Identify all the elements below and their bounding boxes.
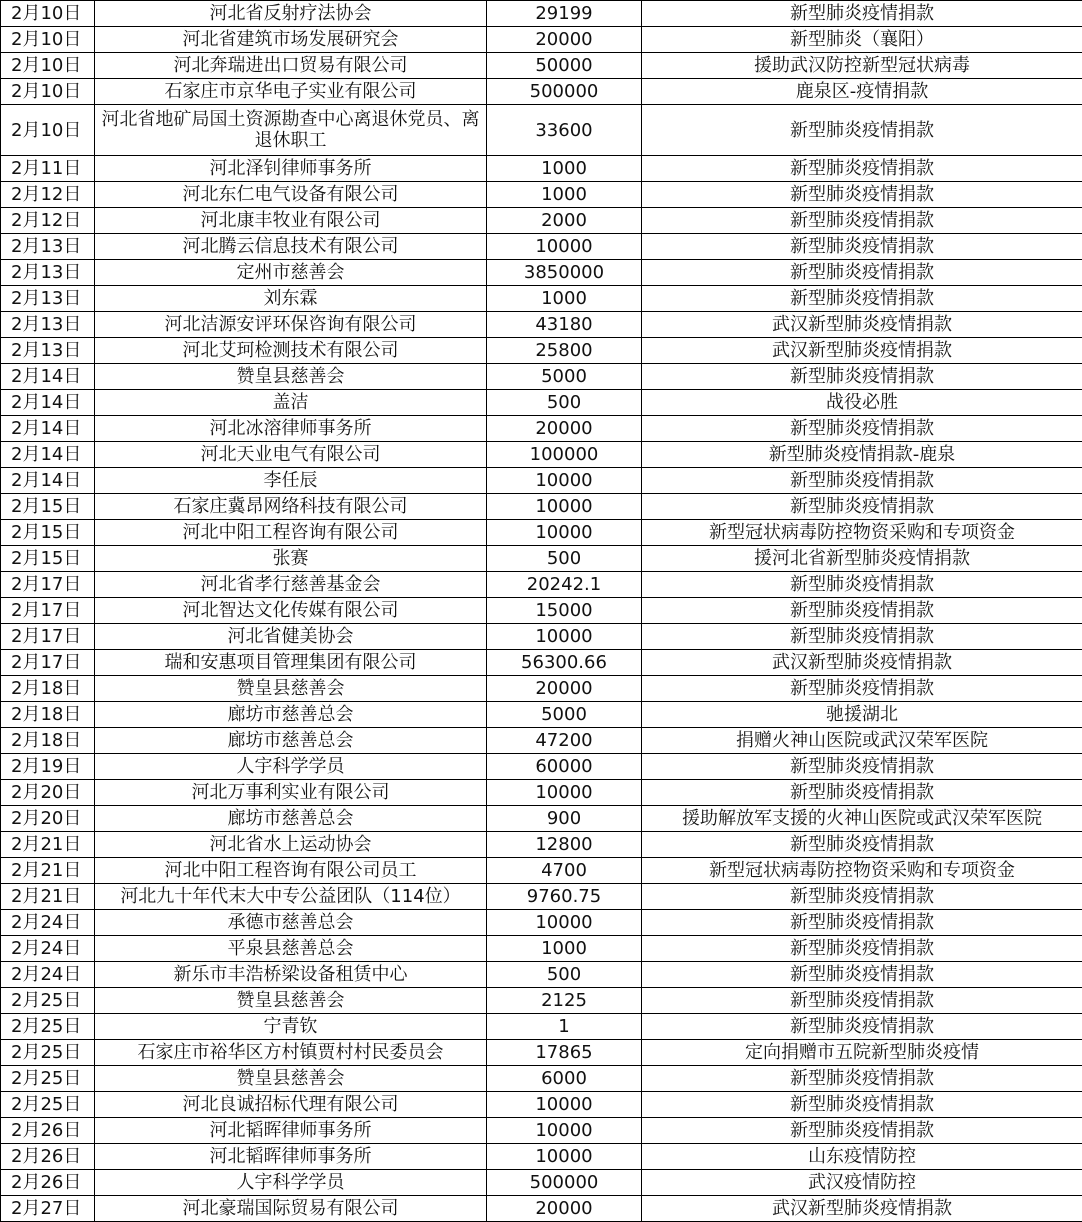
- donor-cell: 河北韬晖律师事务所: [95, 1118, 487, 1144]
- donor-cell: 河北韬晖律师事务所: [95, 1144, 487, 1170]
- donor-cell: 赞皇县慈善会: [95, 676, 487, 702]
- purpose-cell: 新型肺炎疫情捐款: [642, 1066, 1082, 1092]
- amount-cell: 500000: [487, 79, 642, 105]
- date-cell: 2月25日: [1, 1014, 95, 1040]
- purpose-cell: 新型肺炎疫情捐款: [642, 416, 1082, 442]
- date-cell: 2月13日: [1, 338, 95, 364]
- date-cell: 2月15日: [1, 520, 95, 546]
- table-row: [1, 1144, 1082, 1170]
- date-cell: 2月17日: [1, 624, 95, 650]
- amount-cell: 4700: [487, 858, 642, 884]
- amount-cell: 500: [487, 546, 642, 572]
- table-row: [1, 858, 1082, 884]
- purpose-cell: 新型肺炎疫情捐款: [642, 832, 1082, 858]
- amount-cell: 100000: [487, 442, 642, 468]
- donor-cell: 赞皇县慈善会: [95, 364, 487, 390]
- amount-cell: 3850000: [487, 260, 642, 286]
- amount-cell: 5000: [487, 364, 642, 390]
- table-row: [1, 494, 1082, 520]
- table-row: [1, 780, 1082, 806]
- date-cell: 2月12日: [1, 208, 95, 234]
- table-row: [1, 416, 1082, 442]
- donor-cell: 河北豪瑞国际贸易有限公司: [95, 1196, 487, 1222]
- date-cell: 2月10日: [1, 53, 95, 79]
- date-cell: 2月15日: [1, 494, 95, 520]
- donor-cell: 赞皇县慈善会: [95, 988, 487, 1014]
- amount-cell: 10000: [487, 1092, 642, 1118]
- purpose-cell: 新型肺炎疫情捐款: [642, 624, 1082, 650]
- table-row: [1, 884, 1082, 910]
- table-row: [1, 79, 1082, 105]
- amount-cell: 500: [487, 390, 642, 416]
- amount-cell: 10000: [487, 624, 642, 650]
- date-cell: 2月18日: [1, 702, 95, 728]
- amount-cell: 20000: [487, 27, 642, 53]
- purpose-cell: 战役必胜: [642, 390, 1082, 416]
- date-cell: 2月17日: [1, 650, 95, 676]
- purpose-cell: 新型肺炎疫情捐款: [642, 494, 1082, 520]
- date-cell: 2月26日: [1, 1144, 95, 1170]
- amount-cell: 25800: [487, 338, 642, 364]
- amount-cell: 43180: [487, 312, 642, 338]
- donor-cell: 河北省建筑市场发展研究会: [95, 27, 487, 53]
- amount-cell: 1: [487, 1014, 642, 1040]
- donor-cell: 瑞和安惠项目管理集团有限公司: [95, 650, 487, 676]
- purpose-cell: 新型肺炎疫情捐款: [642, 754, 1082, 780]
- purpose-cell: 武汉新型肺炎疫情捐款: [642, 650, 1082, 676]
- donor-cell: 石家庄市裕华区方村镇贾村村民委员会: [95, 1040, 487, 1066]
- purpose-cell: 武汉新型肺炎疫情捐款: [642, 312, 1082, 338]
- purpose-cell: 新型肺炎疫情捐款: [642, 468, 1082, 494]
- purpose-cell: 新型肺炎疫情捐款: [642, 364, 1082, 390]
- table-row: [1, 520, 1082, 546]
- date-cell: 2月25日: [1, 1092, 95, 1118]
- purpose-cell: 新型肺炎（襄阳）: [642, 27, 1082, 53]
- purpose-cell: 新型肺炎疫情捐款: [642, 260, 1082, 286]
- table-row: [1, 572, 1082, 598]
- table-row: [1, 27, 1082, 53]
- table-row: [1, 286, 1082, 312]
- table-row: [1, 1196, 1082, 1222]
- table-row: [1, 988, 1082, 1014]
- date-cell: 2月27日: [1, 1196, 95, 1222]
- amount-cell: 33600: [487, 105, 642, 156]
- table-row: [1, 156, 1082, 182]
- purpose-cell: 新型肺炎疫情捐款: [642, 182, 1082, 208]
- purpose-cell: 武汉疫情防控: [642, 1170, 1082, 1196]
- purpose-cell: 新型肺炎疫情捐款: [642, 286, 1082, 312]
- table-row: [1, 1014, 1082, 1040]
- amount-cell: 56300.66: [487, 650, 642, 676]
- donor-cell: 河北艾珂检测技术有限公司: [95, 338, 487, 364]
- purpose-cell: 武汉新型肺炎疫情捐款: [642, 1196, 1082, 1222]
- donor-cell: 河北九十年代末大中专公益团队（114位）: [95, 884, 487, 910]
- donor-cell: 河北奔瑞进出口贸易有限公司: [95, 53, 487, 79]
- purpose-cell: 新型肺炎疫情捐款: [642, 780, 1082, 806]
- date-cell: 2月13日: [1, 312, 95, 338]
- purpose-cell: 援助武汉防控新型冠状病毒: [642, 53, 1082, 79]
- purpose-cell: 定向捐赠市五院新型肺炎疫情: [642, 1040, 1082, 1066]
- amount-cell: 47200: [487, 728, 642, 754]
- purpose-cell: 新型肺炎疫情捐款: [642, 208, 1082, 234]
- donor-cell: 河北省水上运动协会: [95, 832, 487, 858]
- table-row: [1, 546, 1082, 572]
- table-row: [1, 1, 1082, 27]
- purpose-cell: 新型冠状病毒防控物资采购和专项资金: [642, 520, 1082, 546]
- date-cell: 2月20日: [1, 806, 95, 832]
- amount-cell: 10000: [487, 520, 642, 546]
- donor-cell: 河北省孝行慈善基金会: [95, 572, 487, 598]
- table-row: [1, 754, 1082, 780]
- table-row: [1, 910, 1082, 936]
- date-cell: 2月15日: [1, 546, 95, 572]
- donor-cell: 宁青钦: [95, 1014, 487, 1040]
- date-cell: 2月10日: [1, 79, 95, 105]
- date-cell: 2月25日: [1, 988, 95, 1014]
- donor-cell: 人宇科学学员: [95, 754, 487, 780]
- table-row: [1, 208, 1082, 234]
- amount-cell: 20000: [487, 676, 642, 702]
- purpose-cell: 新型肺炎疫情捐款: [642, 988, 1082, 1014]
- amount-cell: 10000: [487, 780, 642, 806]
- purpose-cell: 新型肺炎疫情捐款: [642, 936, 1082, 962]
- date-cell: 2月14日: [1, 416, 95, 442]
- table-row: [1, 1040, 1082, 1066]
- table-row: [1, 962, 1082, 988]
- date-cell: 2月14日: [1, 468, 95, 494]
- table-row: [1, 364, 1082, 390]
- date-cell: 2月10日: [1, 105, 95, 156]
- purpose-cell: 新型肺炎疫情捐款: [642, 234, 1082, 260]
- purpose-cell: 新型肺炎疫情捐款: [642, 962, 1082, 988]
- table-row: [1, 1066, 1082, 1092]
- purpose-cell: 新型肺炎疫情捐款: [642, 1118, 1082, 1144]
- donor-cell: 河北省反射疗法协会: [95, 1, 487, 27]
- donor-cell: 河北中阳工程咨询有限公司: [95, 520, 487, 546]
- amount-cell: 60000: [487, 754, 642, 780]
- date-cell: 2月21日: [1, 832, 95, 858]
- amount-cell: 2000: [487, 208, 642, 234]
- amount-cell: 10000: [487, 468, 642, 494]
- amount-cell: 1000: [487, 936, 642, 962]
- purpose-cell: 武汉新型肺炎疫情捐款: [642, 338, 1082, 364]
- table-row: [1, 1118, 1082, 1144]
- donor-cell: 河北天业电气有限公司: [95, 442, 487, 468]
- table-row: [1, 312, 1082, 338]
- date-cell: 2月19日: [1, 754, 95, 780]
- date-cell: 2月21日: [1, 884, 95, 910]
- purpose-cell: 新型肺炎疫情捐款: [642, 598, 1082, 624]
- donor-cell: 河北万事利实业有限公司: [95, 780, 487, 806]
- purpose-cell: 新型肺炎疫情捐款: [642, 1, 1082, 27]
- donor-cell: 新乐市丰浩桥梁设备租赁中心: [95, 962, 487, 988]
- donor-cell: 廊坊市慈善总会: [95, 728, 487, 754]
- amount-cell: 2125: [487, 988, 642, 1014]
- donor-cell: 河北中阳工程咨询有限公司员工: [95, 858, 487, 884]
- amount-cell: 10000: [487, 1118, 642, 1144]
- donor-cell: 河北东仁电气设备有限公司: [95, 182, 487, 208]
- date-cell: 2月13日: [1, 286, 95, 312]
- donor-cell: 盖洁: [95, 390, 487, 416]
- purpose-cell: 新型肺炎疫情捐款: [642, 676, 1082, 702]
- donor-cell: 河北康丰牧业有限公司: [95, 208, 487, 234]
- date-cell: 2月17日: [1, 572, 95, 598]
- amount-cell: 20000: [487, 1196, 642, 1222]
- amount-cell: 12800: [487, 832, 642, 858]
- date-cell: 2月20日: [1, 780, 95, 806]
- amount-cell: 17865: [487, 1040, 642, 1066]
- table-row: [1, 728, 1082, 754]
- table-row: [1, 936, 1082, 962]
- donor-cell: 河北良诚招标代理有限公司: [95, 1092, 487, 1118]
- date-cell: 2月25日: [1, 1066, 95, 1092]
- donation-table-body: [1, 1, 1082, 1222]
- table-row: [1, 468, 1082, 494]
- table-row: [1, 676, 1082, 702]
- donor-cell: 刘东霖: [95, 286, 487, 312]
- donor-cell: 河北省健美协会: [95, 624, 487, 650]
- donor-cell: 河北智达文化传媒有限公司: [95, 598, 487, 624]
- amount-cell: 5000: [487, 702, 642, 728]
- date-cell: 2月26日: [1, 1170, 95, 1196]
- table-row: [1, 650, 1082, 676]
- amount-cell: 500: [487, 962, 642, 988]
- donor-cell: 河北冰溶律师事务所: [95, 416, 487, 442]
- date-cell: 2月11日: [1, 156, 95, 182]
- donor-cell: 承德市慈善总会: [95, 910, 487, 936]
- amount-cell: 10000: [487, 1144, 642, 1170]
- purpose-cell: 捐赠火神山医院或武汉荣军医院: [642, 728, 1082, 754]
- date-cell: 2月13日: [1, 234, 95, 260]
- amount-cell: 10000: [487, 910, 642, 936]
- donor-cell: 石家庄市京华电子实业有限公司: [95, 79, 487, 105]
- table-row: [1, 702, 1082, 728]
- date-cell: 2月17日: [1, 598, 95, 624]
- amount-cell: 1000: [487, 156, 642, 182]
- donor-cell: 人宇科学学员: [95, 1170, 487, 1196]
- amount-cell: 20242.1: [487, 572, 642, 598]
- donor-cell: 李任辰: [95, 468, 487, 494]
- purpose-cell: 鹿泉区-疫情捐款: [642, 79, 1082, 105]
- table-row: [1, 598, 1082, 624]
- date-cell: 2月12日: [1, 182, 95, 208]
- date-cell: 2月14日: [1, 364, 95, 390]
- amount-cell: 900: [487, 806, 642, 832]
- donor-cell: 廊坊市慈善总会: [95, 702, 487, 728]
- amount-cell: 500000: [487, 1170, 642, 1196]
- amount-cell: 1000: [487, 182, 642, 208]
- date-cell: 2月18日: [1, 728, 95, 754]
- date-cell: 2月10日: [1, 1, 95, 27]
- purpose-cell: 新型肺炎疫情捐款: [642, 156, 1082, 182]
- amount-cell: 15000: [487, 598, 642, 624]
- purpose-cell: 新型肺炎疫情捐款: [642, 572, 1082, 598]
- purpose-cell: 新型肺炎疫情捐款-鹿泉: [642, 442, 1082, 468]
- date-cell: 2月14日: [1, 390, 95, 416]
- date-cell: 2月25日: [1, 1040, 95, 1066]
- table-row: [1, 832, 1082, 858]
- date-cell: 2月18日: [1, 676, 95, 702]
- table-row: [1, 234, 1082, 260]
- purpose-cell: 新型肺炎疫情捐款: [642, 105, 1082, 156]
- amount-cell: 50000: [487, 53, 642, 79]
- date-cell: 2月24日: [1, 910, 95, 936]
- donor-cell: 河北泽钊律师事务所: [95, 156, 487, 182]
- date-cell: 2月10日: [1, 27, 95, 53]
- purpose-cell: 援河北省新型肺炎疫情捐款: [642, 546, 1082, 572]
- table-row: [1, 390, 1082, 416]
- purpose-cell: 山东疫情防控: [642, 1144, 1082, 1170]
- date-cell: 2月24日: [1, 936, 95, 962]
- donor-cell: 河北省地矿局国土资源勘查中心离退休党员、离退休职工: [95, 105, 487, 156]
- purpose-cell: 新型肺炎疫情捐款: [642, 1092, 1082, 1118]
- table-row: [1, 624, 1082, 650]
- donor-cell: 河北腾云信息技术有限公司: [95, 234, 487, 260]
- date-cell: 2月14日: [1, 442, 95, 468]
- donor-cell: 石家庄冀昂网络科技有限公司: [95, 494, 487, 520]
- table-row: [1, 53, 1082, 79]
- table-row: [1, 806, 1082, 832]
- amount-cell: 6000: [487, 1066, 642, 1092]
- donor-cell: 赞皇县慈善会: [95, 1066, 487, 1092]
- purpose-cell: 新型冠状病毒防控物资采购和专项资金: [642, 858, 1082, 884]
- table-row: [1, 338, 1082, 364]
- date-cell: 2月13日: [1, 260, 95, 286]
- amount-cell: 20000: [487, 416, 642, 442]
- amount-cell: 10000: [487, 234, 642, 260]
- table-row: [1, 442, 1082, 468]
- table-row: [1, 260, 1082, 286]
- table-row: [1, 182, 1082, 208]
- purpose-cell: 新型肺炎疫情捐款: [642, 884, 1082, 910]
- amount-cell: 1000: [487, 286, 642, 312]
- date-cell: 2月26日: [1, 1118, 95, 1144]
- purpose-cell: 驰援湖北: [642, 702, 1082, 728]
- date-cell: 2月24日: [1, 962, 95, 988]
- purpose-cell: 援助解放军支援的火神山医院或武汉荣军医院: [642, 806, 1082, 832]
- amount-cell: 10000: [487, 494, 642, 520]
- table-row: [1, 1170, 1082, 1196]
- donor-cell: 河北洁源安评环保咨询有限公司: [95, 312, 487, 338]
- amount-cell: 29199: [487, 1, 642, 27]
- amount-cell: 9760.75: [487, 884, 642, 910]
- donor-cell: 廊坊市慈善总会: [95, 806, 487, 832]
- donor-cell: 平泉县慈善总会: [95, 936, 487, 962]
- table-row: [1, 105, 1082, 156]
- table-row: [1, 1092, 1082, 1118]
- purpose-cell: 新型肺炎疫情捐款: [642, 910, 1082, 936]
- donor-cell: 张赛: [95, 546, 487, 572]
- date-cell: 2月21日: [1, 858, 95, 884]
- donor-cell: 定州市慈善会: [95, 260, 487, 286]
- purpose-cell: 新型肺炎疫情捐款: [642, 1014, 1082, 1040]
